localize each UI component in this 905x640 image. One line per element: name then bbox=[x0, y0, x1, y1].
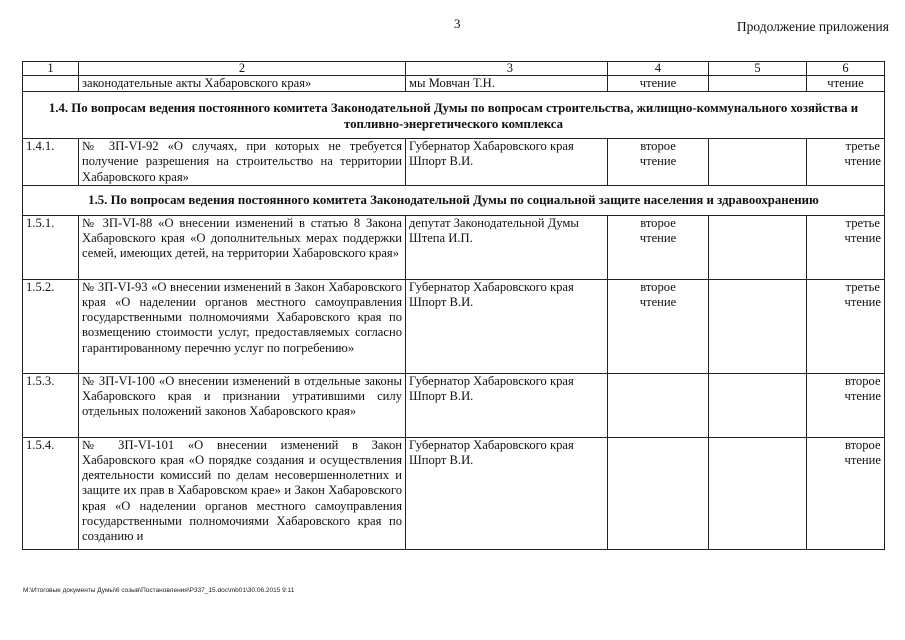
stage-cell-6 bbox=[807, 437, 885, 549]
author-cell: Губернатор Хабаровского края Шпорт В.И. bbox=[406, 373, 608, 437]
stage-cell-6 bbox=[807, 215, 885, 279]
stage-text bbox=[845, 438, 882, 468]
item-number-cell: 1.4.1. bbox=[23, 139, 79, 186]
stage-cell-4 bbox=[608, 373, 709, 437]
stage-cell-5 bbox=[709, 437, 807, 549]
column-header: 2 bbox=[79, 62, 406, 76]
item-number-cell bbox=[23, 76, 79, 92]
stage-text bbox=[845, 374, 882, 404]
stage-line: второе bbox=[640, 279, 676, 294]
stage-line: второе bbox=[640, 139, 676, 154]
stage-line: чтение bbox=[844, 231, 881, 246]
section-heading: 1.5. По вопросам ведения постоянного комитета Законодательной Думы по социальной защите населения и здравоохранению bbox=[23, 185, 885, 215]
file-path-footer: M:\Итоговые документы Думы\6 созыв\Постановления\P337_15.doc\mb01\30.06.2015 9:11 bbox=[23, 587, 295, 594]
item-title-cell: № ЗП-VI-88 «О внесении изменений в статью 8 Закона Хабаровского края «О дополнительных мерах поддержки семей, имеющих детей, на территории Хабаровского края» bbox=[79, 215, 406, 279]
stage-line: чтение bbox=[639, 295, 677, 310]
item-number-cell: 1.5.2. bbox=[23, 279, 79, 373]
stage-cell-5 bbox=[709, 76, 807, 92]
author-cell: Губернатор Хабаровского края Шпорт В.И. bbox=[406, 139, 608, 186]
agenda-table bbox=[22, 61, 885, 550]
stage-line: чтение bbox=[844, 154, 881, 169]
column-header: 3 bbox=[406, 62, 608, 76]
stage-line: чтение bbox=[844, 295, 881, 310]
column-number-row bbox=[23, 62, 885, 76]
agenda-item-row bbox=[23, 279, 885, 373]
stage-cell-4 bbox=[608, 279, 709, 373]
author-cell: мы Мовчан Т.Н. bbox=[406, 76, 608, 92]
stage-cell-5 bbox=[709, 139, 807, 186]
stage-line: третье bbox=[845, 215, 880, 230]
stage-cell-5 bbox=[709, 373, 807, 437]
stage-cell-5 bbox=[709, 215, 807, 279]
agenda-item-row bbox=[23, 215, 885, 279]
item-number-cell: 1.5.1. bbox=[23, 215, 79, 279]
stage-cell-5 bbox=[709, 279, 807, 373]
item-title-cell: № ЗП-VI-100 «О внесении изменений в отдельные законы Хабаровского края и признании утратившими силу отдельных положений законов Хабаровского края» bbox=[79, 373, 406, 437]
section-heading-row bbox=[23, 92, 885, 139]
author-cell: Губернатор Хабаровского края Шпорт В.И. bbox=[406, 279, 608, 373]
carry-over-row bbox=[23, 76, 885, 92]
stage-line: третье bbox=[845, 139, 880, 154]
author-cell: Губернатор Хабаровского края Шпорт В.И. bbox=[406, 437, 608, 549]
column-header: 4 bbox=[608, 62, 709, 76]
author-cell: депутат Законодательной Думы Штепа И.П. bbox=[406, 215, 608, 279]
stage-cell-4 bbox=[608, 215, 709, 279]
stage-line: второе bbox=[844, 437, 881, 452]
item-title-cell: № ЗП-VI-92 «О случаях, при которых не требуется получение разрешения на строительство на территории Хабаровского края» bbox=[79, 139, 406, 186]
continuation-label: Продолжение приложения bbox=[736, 19, 889, 34]
stage-text bbox=[845, 216, 882, 246]
stage-cell-6 bbox=[807, 279, 885, 373]
stage-text bbox=[845, 280, 882, 310]
stage-line: чтение bbox=[639, 154, 677, 169]
agenda-item-row bbox=[23, 437, 885, 549]
column-header: 1 bbox=[23, 62, 79, 76]
stage-cell-6: чтение bbox=[807, 76, 885, 92]
stage-line: второе bbox=[640, 215, 676, 230]
stage-cell-4 bbox=[608, 437, 709, 549]
stage-line: чтение bbox=[844, 453, 881, 468]
stage-line: второе bbox=[844, 373, 881, 388]
stage-line: третье bbox=[845, 279, 880, 294]
stage-text bbox=[640, 139, 677, 169]
column-header: 5 bbox=[709, 62, 807, 76]
agenda-item-row bbox=[23, 139, 885, 186]
section-heading: 1.4. По вопросам ведения постоянного комитета Законодательной Думы по вопросам строительства, жилищно-коммунального хозяйства и топливно-энергетического комплекса bbox=[23, 92, 885, 139]
column-header: 6 bbox=[807, 62, 885, 76]
stage-line: чтение bbox=[639, 231, 677, 246]
stage-text bbox=[640, 216, 677, 246]
stage-cell-6 bbox=[807, 139, 885, 186]
item-title-cell: № ЗП-VI-93 «О внесении изменений в Закон Хабаровского края «О наделении органов местного самоуправления государственными полномочиями Хабаровского края по возмещению стоимости услуг, предоставляемых согласно гарантированному перечню услуг по погребению» bbox=[79, 279, 406, 373]
item-title-cell: законодательные акты Хабаровского края» bbox=[79, 76, 406, 92]
stage-text bbox=[845, 139, 882, 169]
stage-cell-4 bbox=[608, 139, 709, 186]
stage-cell-6 bbox=[807, 373, 885, 437]
page-number: 3 bbox=[454, 16, 461, 31]
item-title-cell: № ЗП-VI-101 «О внесении изменений в Закон Хабаровского края «О порядке создания и осуществления деятельности комиссий по делам несовершеннолетних и защите их прав в Хабаровском крае» и Закон Хабаровского края «О наделении органов местного самоуправления государственными полномочиями Хабаровского края по созданию и bbox=[79, 437, 406, 549]
section-heading-row bbox=[23, 185, 885, 215]
stage-text bbox=[640, 280, 677, 310]
item-number-cell: 1.5.4. bbox=[23, 437, 79, 549]
stage-cell-4: чтение bbox=[608, 76, 709, 92]
item-number-cell: 1.5.3. bbox=[23, 373, 79, 437]
agenda-item-row bbox=[23, 373, 885, 437]
stage-line: чтение bbox=[844, 389, 881, 404]
